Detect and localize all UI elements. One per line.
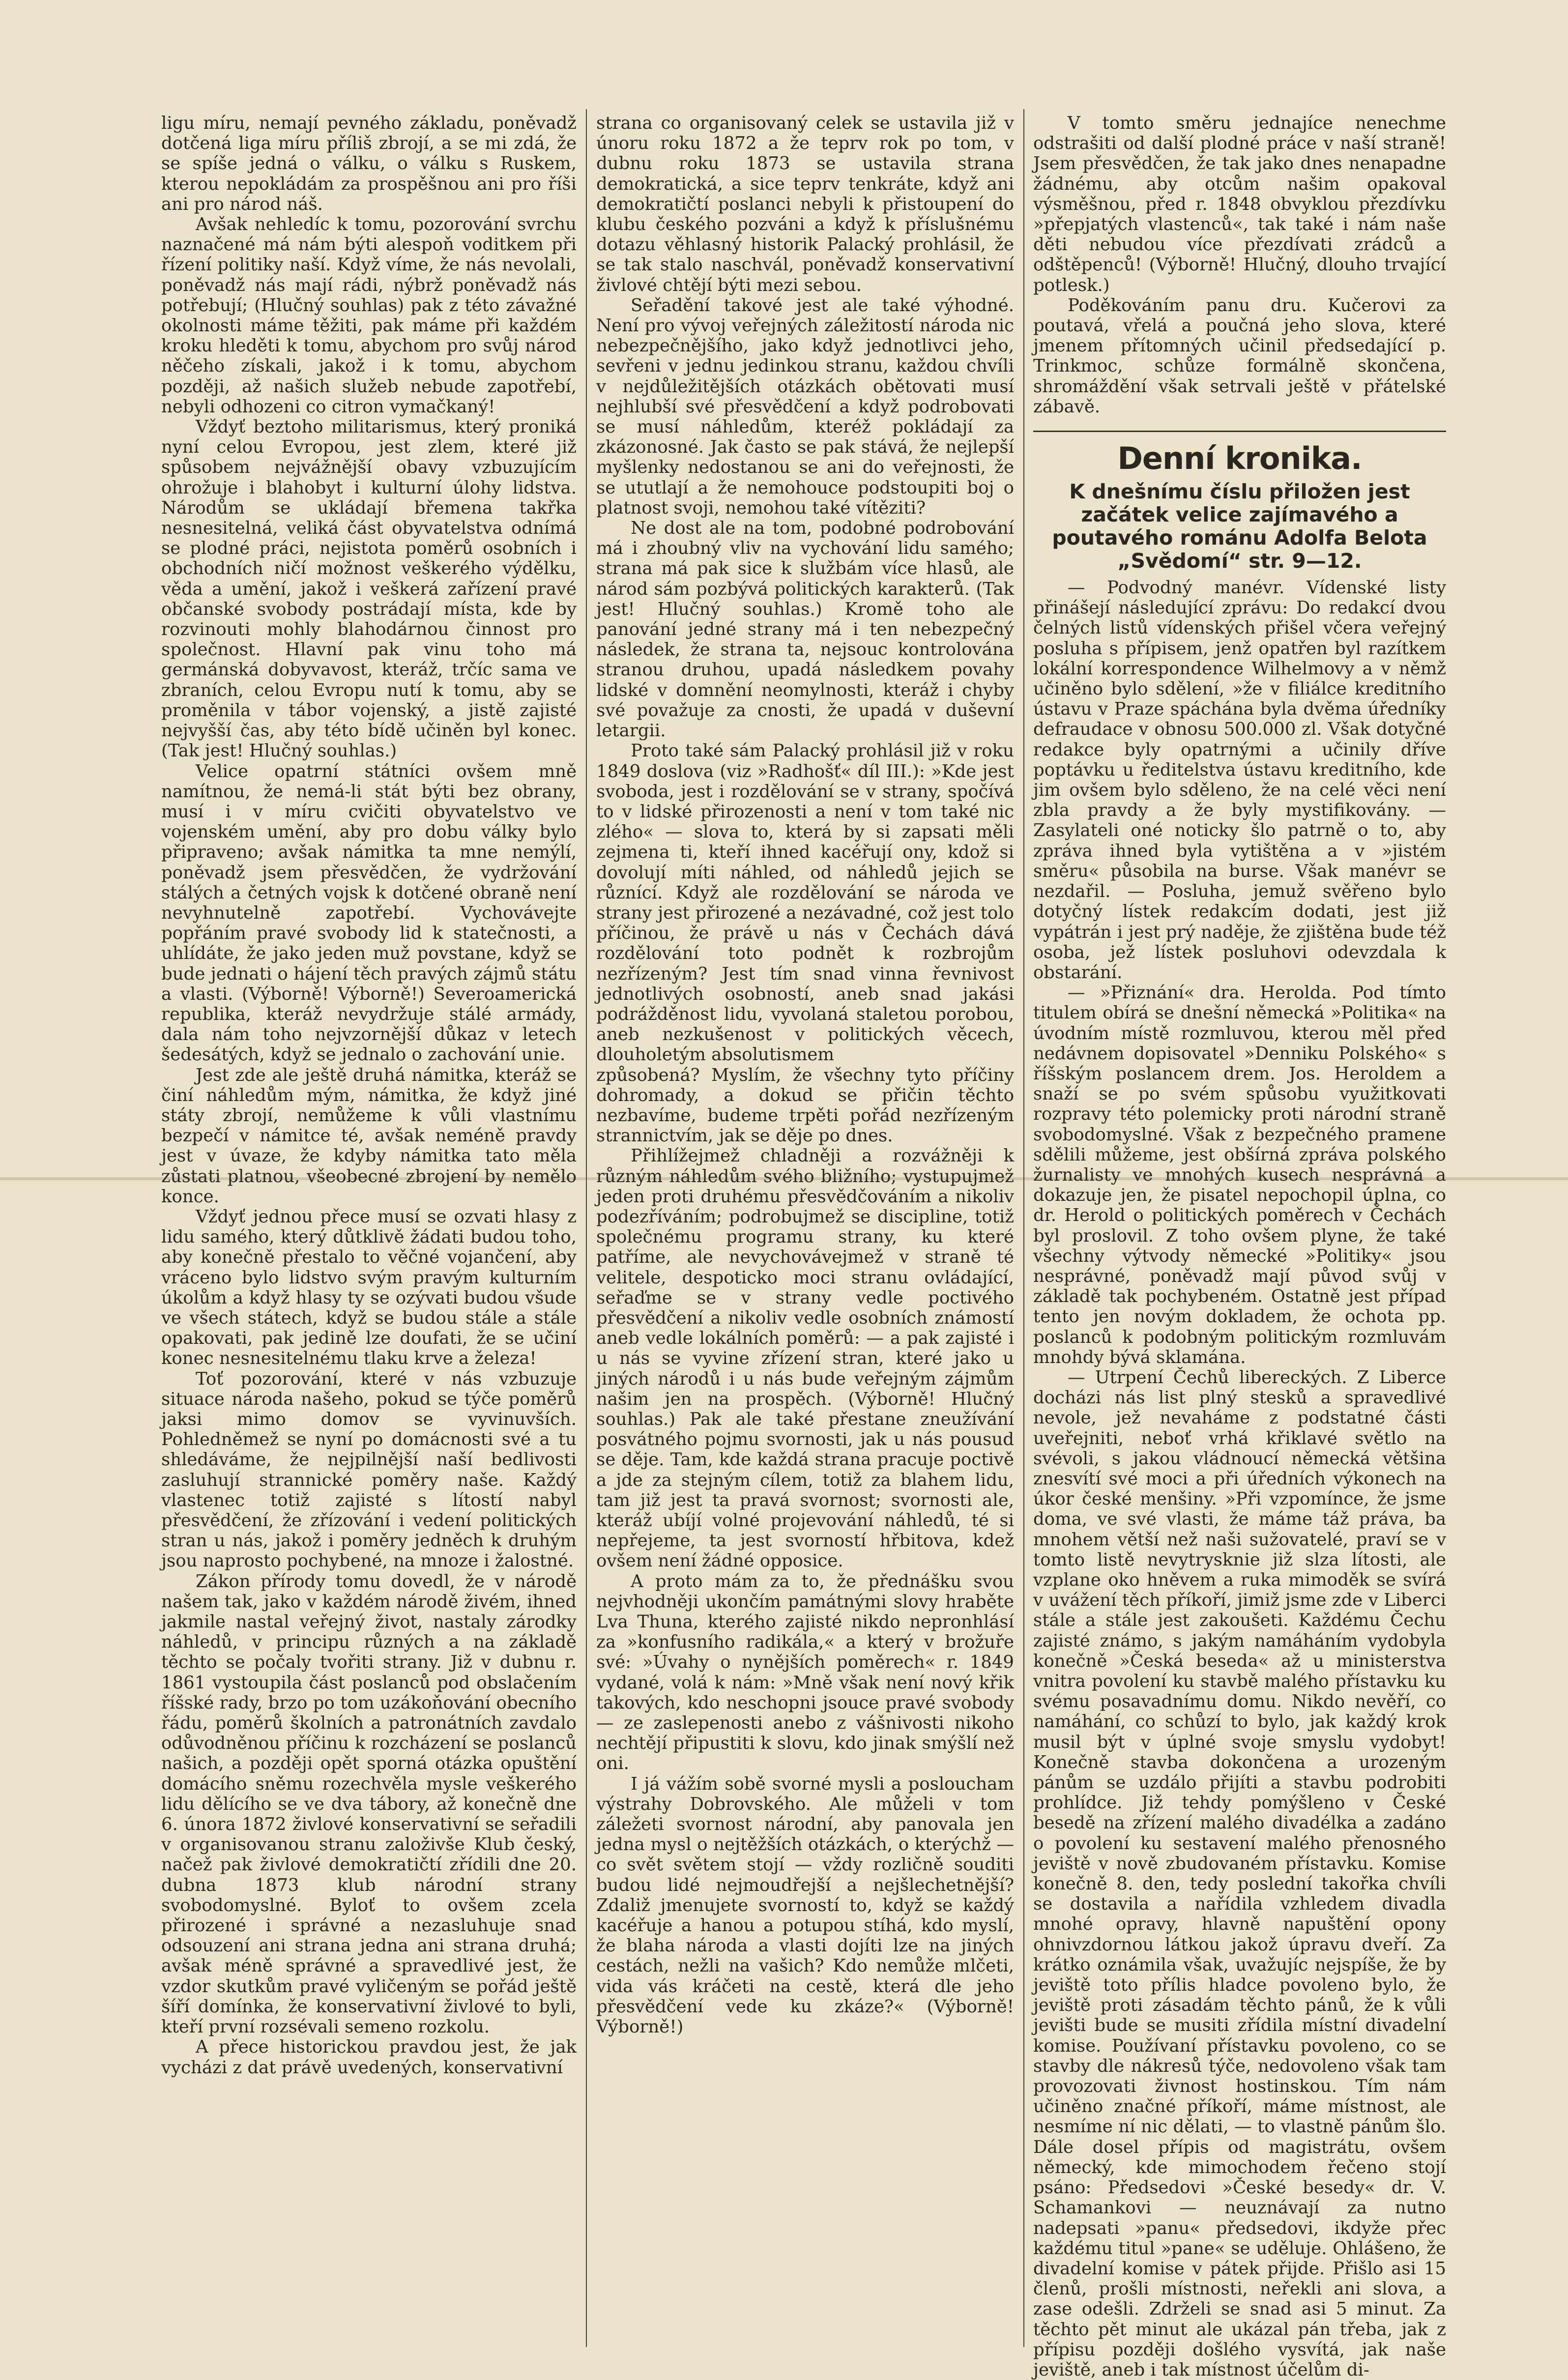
paragraph: A přece historickou pravdou jest, že jak vycházi z dat právě uvedených, konservativní (161, 2037, 577, 2078)
section-title: Denní kronika. (1117, 440, 1362, 477)
paragraph: ligu míru, nemají pevného základu, poněvadž dotčená liga míru příliš zbrojí, a se mi zdá, že se spíše jedná o válku, o válku s Ruskem, kterou nepokládám za prospěšnou ani pro říši ani pro národ náš. (161, 113, 577, 214)
paragraph: Poděkováním panu dru. Kučerovi za poutavá, vřelá a poučná jeho slova, které jmenem přítomných učinil předsedající p. Trinkmoc, schůze formálně skončena, shromáždění však setrvali ještě v přátelské zábavě. (1033, 295, 1446, 417)
paragraph: Toť pozorování, které v nás vzbuzuje situace národa našeho, pokud se týče poměrů jaksi mimo domov se vyvinuvších. Pohledněmež se nyní po domácnosti své a tu shledáváme, že nejpilnější naší bedlivosti zasluhují strannické poměry naše. Každý vlastenec totiž zajisté s lítostí nabyl přesvědčení, že zřízování i vedení politických stran u nás, jakož i poměry jedněch k druhým jsou naprosto pochybené, na mnoze i žalostné. (161, 1368, 577, 1571)
paragraph: I já vážím sobě svorné mysli a posloucham výstrahy Dobrovského. Ale můželi v tom záležeti svornost národní, aby panovala jen jedna mysl o nejtěžších otázkách, o kterýchž — co svět světem stojí — vždy rozličně souditi budou lidé nejmoudřejší a nejšlechetnější? Zdaliž jmenujete svorností to, když se každý kacéřuje a hanou a potupou stíhá, kdo myslí, že blaha národa a vlasti dojíti lze na jiných cestách, nežli na vašich? Kdo nemůže mlčeti, vida vás kráčeti na cestě, která dle jeho přesvědčení vede ku zkáze?« (Výborně! Výborně!) (596, 1773, 1014, 2037)
section-separator (1033, 431, 1446, 432)
paragraph: Přihlížejmež chladněji a rozvážněji k různým náhledům svého bližního; vystupujmež jeden proti druhému přesvědčováním a nikoliv podezříváním; podrobujmež se discipline, totiž společnému programu strany, ku které patříme, ale nevychovávejmež v straně té velitele, despoticko moci stranu ovládající, seřaďme se v strany vedle poctivého přesvědčení a nikoliv vedle osobních známostí aneb vedle lokálních poměrů: — a pak zajisté i u nás se vyvine zřízení stran, které jako u jiných národů i u nás bude veřejným zájmům našim jen na prospěch. (Výborně! Hlučný souhlas.) Pak ale také přestane zneužívání posvátného pojmu svornosti, jak u nás pousud se děje. Tam, kde každá strana pracuje poctivě a jde za stejným cílem, totiž za blahem lidu, tam již jest ta pravá svornost; svornosti ale, kteráž ubíjí volné projevování náhledů, té si nepřejeme, ta jest svorností hřbitova, kdež ovšem není žádné opposice. (596, 1146, 1014, 1571)
paragraph: způsobená? Myslím, že všechny tyto příčiny dohromady, a dokud se přičin těchto nezbavíme, budeme trpěti pořád nezřízeným strannictvím, jak se děje po dnes. (596, 1065, 1014, 1146)
news-item: — »Přiznání« dra. Herolda. Pod tímto titulem obírá se dnešní německá »Politika« na úvodním místě rozmluvou, kterou měl před nedávnem dopisovatel »Denniku Polského« s říšským poslancem drem. Jos. Heroldem a snaží se po svém spůsobu využitkovati rozpravy této polemicky proti národní straně svobodomyslné. Však z bezpečného pramene sdělili můžeme, jest obšírná zpráva polského žurnalisty ve mnohých kusech nesprávná a dokazuje jen, že pisatel nepochopil úplna, co dr. Herold o politických poměrech v Čechách byl proslovil. Z toho ovšem plyne, že také všechny výtvody německé »Politiky« jsou nesprávné, poněvadž mají původ svůj v základě tak pochybeném. Ostatně jest případ tento jen novým dokladem, že ochota pp. poslanců k podobným politickým rozmluvám mnohdy bývá sklamána. (1033, 983, 1446, 1367)
announcement-text: K dnešnímu číslu přiložen jest začátek velice zajímavého a poutavého románu Adolfa Belota „Svědomí“ (1052, 480, 1427, 573)
supplement-announcement (1033, 480, 1446, 573)
column-divider-left (586, 109, 587, 2347)
paragraph: Avšak nehledíc k tomu, pozorování svrchu naznačené má nám býti alespoň voditkem při řízení politiky naší. Když víme, že nás nevolali, poněvadž nás mají rádi, nýbrž poněvadž nás potřebují; (Hlučný souhlas) pak z této závažné okolnosti máme těžiti, pak máme při každém kroku hleděti k tomu, abychom pro svůj národ něčeho získali, jakož i k tomu, abychom později, až našich služeb nebude zapotřebí, nebyli odhozeni co citron vymačkaný! (161, 214, 577, 417)
paragraph: V tomto směru jednajíce nenechme odstrašiti od další plodné práce v naší straně! Jsem přesvědčen, že tak jako dnes nenapadne žádnému, aby otcům našim opakoval výsměšnou, před r. 1848 obvyklou přezdívku »přepjatých vlastenců«, tak také i nám naše děti nebudou více přezdívati zrádců a odštěpenců! (Výborně! Hlučný, dlouho trvající potlesk.) (1033, 113, 1446, 295)
article-column-1 (161, 113, 577, 2350)
paragraph: Jest zde ale ještě druhá námitka, kteráž se činí náhledům mým, námitka, že když jiné státy zbrojí, nemůžeme k vůli vlastnímu bezpečí v námitce té, avšak neméně pravdy jest v úvaze, že kdyby námitka tato měla zůstati platnou, všeobecné zbrojení by nemělo konce. (161, 1065, 577, 1207)
paragraph: Velice opatrní státníci ovšem mně namítnou, že nemá-li stát býti bez obrany, musí i v míru cvičiti obyvatelstvo ve vojenském umění, aby pro dobu války bylo připraveno; avšak námitka ta mne nemýlí, poněvadž jsem přesvědčen, že vydržování stálých a četných vojsk k dotčené obraně není nevyhnutelně zapotřebí. Vychovávejte popřáním pravé svobody lid k statečnosti, a uhlídáte, že jako jeden muž povstane, když se bude jednati o hájení těch pravých zájmů státu a vlasti. (Výborně! Výborně!) Severoamerická republika, kteráž nevydržuje stálé armády, dala nám toho nejvzornější důkaz v letech šedesátých, když se jednalo o zachování unie. (161, 761, 577, 1065)
paragraph: Vždyť beztoho militarismus, který proniká nyní celou Evropou, jest zlem, které již spůsobem nejvážnější obavy vzbuzujícím ohrožuje i blahobyt i kulturní úlohy lidstva. Národům se ukládají břemena takřka nesnesitelná, veliká část obyvatelstva odnímá se plodné práci, nejistota poměrů osobních i obchodních ničí možnost veškerého výdělku, věda a umění, jakož i veškerá zařízení pravé občanské svobody postrádají místa, kde by rozvinouti mohly blahodárnou činnost pro společnost. Hlavní pak vinu toho má germánská dobyvavost, kteráž, trčíc sama ve zbraních, celou Evropu nutí k tomu, aby se proměnila v tábor vojenský, a jistě zajisté nejvyšší čas, aby této bídě učiněn byl konec. (Tak jest! Hlučný souhlas.) (161, 417, 577, 761)
announcement-pages: str. 9—12. (1249, 549, 1362, 573)
news-item: — Podvodný manévr. Vídenské listy přinášejí následující zprávu: Do redakcí dvou čelných listů vídenských přišel včera veřejný posluha s přípisem, jenž opatřen byl razítkem lokální korrespondence Wilhelmovy a v němž učiněno bylo sdělení, »že v filiálce kreditního ústavu v Praze spáchána byla dvěma úředníky defraudace v obnosu 500.000 zl. Však dotyčné redakce byly opatrnými a učinily dříve poptávku u ředitelstva ústavu kreditního, kde jim ovšem bylo sděleno, že na celé věci není zbla pravdy a že byly mystifikovány. — Zasylateli oné noticky šlo patrně o to, aby zpráva ihned byla vytištěna a v »jistém směru« působila na burse. Však manévr se nezdařil. — Posluha, jemuž svěřeno bylo dotyčný lístek redakcím dodati, jest již vypátrán i jest prý naděje, že zjištěna bude též osoba, jež lístek posluhovi odevzdala k obstarání. (1033, 578, 1446, 983)
column-divider-right (1023, 109, 1024, 2347)
paragraph: Ne dost ale na tom, podobné podrobování má i zhoubný vliv na vychování lidu samého; strana má pak sice k službám více hlasů, ale národ sám pozbývá politických karakterů. (Tak jest! Hlučný souhlas.) Kromě toho ale panování jedné strany má i ten nebezpečný následek, že strana ta, nejsouc kontrolována stranou druhou, upadá následkem povahy lidské v domnění neomylnosti, kteráž i chyby své považuje za cnosti, že upadá v duševní letargii. (596, 518, 1014, 741)
paragraph: Vždyť jednou přece musí se ozvati hlasy z lidu samého, který důtklivě žádati budou toho, aby konečně přestalo to věčné vojančení, aby vráceno bylo lidstvo svým pravým kulturním úkolům a když hlasy ty se ozývati budou všude ve všech státech, když se budou stále a stále opakovati, pak jedině lze doufati, že se učiní konec nesnesitelnému tlaku krve a železa! (161, 1206, 577, 1369)
article-column-2 (596, 113, 1014, 2350)
paragraph: A proto mám za to, že přednášku svou nejvhodněji ukončím památnými slovy hraběte Lva Thuna, kterého zajisté nikdo nepronhlásí za »konfusního radikála,« a který v brožuře své: »Úvahy o nynějších poměrech« r. 1849 vydané, volá k nám: »Mně však není nový křik takových, kdo neschopni jsouce pravé svobody — ze zaslepenosti anebo z vášnivosti nikoho nechtějí připustiti k slovu, kdo jinak smýšlí než oni. (596, 1571, 1014, 1774)
news-item: — Utrpení Čechů libereckých. Z Liberce docházi nás list plný stesků a spravedlivé nevole, jež nevaháme z podstatné části uveřejniti, neboť vrhá křiklavé světlo na svévoli, s jakou vládnoucí německá většina znesvítí své moci a při úředních výkonech na úkor české menšiny. »Při vzpomínce, že jsme doma, ve své vlasti, že máme táž práva, ba mnohem větší než naši sužovatelé, praví se v tomto listě nevytrysknie již slza lítosti, ale vzplane oko hněvem a ruka mimoděk se svírá v uvážení těch příkoří, jimiž jsme zde v Liberci stále a stále jest zakoušeti. Každému Čechu zajisté známo, s jakým namáháním vydobyla konečně »Česká beseda« až u ministerstva vnitra povolení ku stavbě malého přístavku ku svému posavadnímu domu. Nikdo nevěří, co namáhání, co schůzí to bylo, jak každý krok musil být v úplné svoje smyslu vydobyt! Konečně stavba dokončena a urozeným pánům se uzdálo přijíti a stavbu podrobiti prohlídce. Již tehdy pomýšleno v České besedě na zřízení malého divadélka a zadáno o povolení ku sestavení malého přenosného jeviště v nově zbudovaném přístavku. Komise konečně 8. den, tedy poslední takořka chvíli se dostavila a nařídila vzhledem divadla mnohé opravy, hlavně napuštění opony ohnivzdornou látkou jakož úpravu dveří. Za krátko oznámila však, uvažujíc nejspíše, že by jeviště toto přílis hladce povoleno bylo, že jeviště proti zásadám těchto pánů, že k vůli jevišti bude se musiti zřídila místní divadelní komise. Používaní přístavku povoleno, co se stavby dle nákresů týče, nedovoleno však tam provozovati živnost hostinskou. Tím nám učiněno značné příkoří, máme místnost, ale nesmíme ní nic dělati, — to vlastně pánům šlo. Dále dosel přípis od magistrátu, ovšem německý, kde mimochodem řečeno stojí psáno: Předsedovi »České besedy« dr. V. Schamankovi — neuznávají za nutno nadepsati »panu« předsedovi, ikdyže přec každému titul »pane« se uděluje. Ohlášeno, že divadelní komise v pátek přijde. Přišlo asi 15 členů, prošli místnosti, neřekli ani slova, a zase odešli. Zdrželi se snad asi 5 minut. Za těchto pět minut ale ukázal pán třeba, jak z přípisu později došlého vysvítá, jak naše jeviště, aneb i tak místnost účelům di- (1033, 1367, 1446, 2380)
paragraph: strana co organisovaný celek se ustavila již v únoru roku 1872 a že teprv rok po tom, v dubnu roku 1873 se ustavila strana demokratická, a sice teprv tenkráte, když ani demokratičtí poslanci nebyli k přistoupení do klubu českého pozváni a když k příslušnému dotazu věhlasný historik Palacký prohlásil, že se tak stalo naschvál, poněvadž konservativní živlové chtějí býti mezi sebou. (596, 113, 1014, 295)
paragraph: Zákon přírody tomu dovedl, že v národě našem tak, jako v každém národě živém, ihned jakmile nastal veřejný život, nastaly zárodky náhledů, v principu různých a na základě těchto se počaly tvořiti strany. Již v dubnu r. 1861 vystoupila část poslanců pod obslačením říšské rady, brzo po tom uzákoňování obecního řádu, poměrů školních a patronátních zavdalo odůvodněnou příčinu k rozcházení se poslanců našich, a později opět sporná otázka opuštění domácího sněmu rozechvěla mysle veškerého lidu dělícího se ve dva tábory, až konečně dne 6. února 1872 živlové konservativní se seřadili v organisovanou stranu založivše Klub český, načež pak živlové demokratičtí zřídili dne 20. dubna 1873 klub národní strany svobodomyslné. Byloť to ovšem zcela přirozené i správné a nezasluhuje snad odsouzení ani strana jedna ani strana druhá; avšak méně správné a spravedlivé jest, že vzdor skutkům pravé vyličeným se pořád ještě šíří domínka, že konservativní živlové to byli, kteří první rozsévali semeno rozkolu. (161, 1571, 577, 2037)
paragraph: Seřadění takové jest ale také výhodné. Není pro vývoj veřejných záležitostí národa nic nebezpečnějšího, jako když jednotlivci jeho, sevřeni v jednu jedinkou stranu, každou chvíli v nejdůležitějších otázkách obětovati musí nejhlubší své přesvědčení a když podrobovati se musí náhledům, kteréž pokládají za zkázonosné. Jak často se pak stává, že nejlepší myšlenky nedostanou se ani do veřejnosti, že se ututlají a že nemohouce podstoupiti boj o platnost svoji, nemohou také vítěziti? (596, 295, 1014, 518)
paragraph: Proto také sám Palacký prohlásil již v roku 1849 doslova (viz »Radhošť« díl III.): »Kde jest svoboda, jest i rozdělování se v strany, spočívá to v lidské přirozenosti a není v tom také nic zlého« — slova to, která by si zapsati měli zejmena ti, kteří ihned kacéřují ony, kdož si dovolují míti náhled, od náhledů jejich se různící. Když ale rozdělování se národa ve strany jest přirozené a nezávadné, což jest tolo příčinou, že právě u nás v Čechách dává rozdělování toto podnět k rozbrojům nezřízeným? Jest tím snad vinna řevnivost jednotlivých osobností, aneb snad jakási podrážděnost lidu, vyvolaná staletou porobou, aneb nezkušenost v politických věcech, dlouholetým absolutismem (596, 741, 1014, 1065)
article-column-3 (1033, 113, 1446, 2380)
